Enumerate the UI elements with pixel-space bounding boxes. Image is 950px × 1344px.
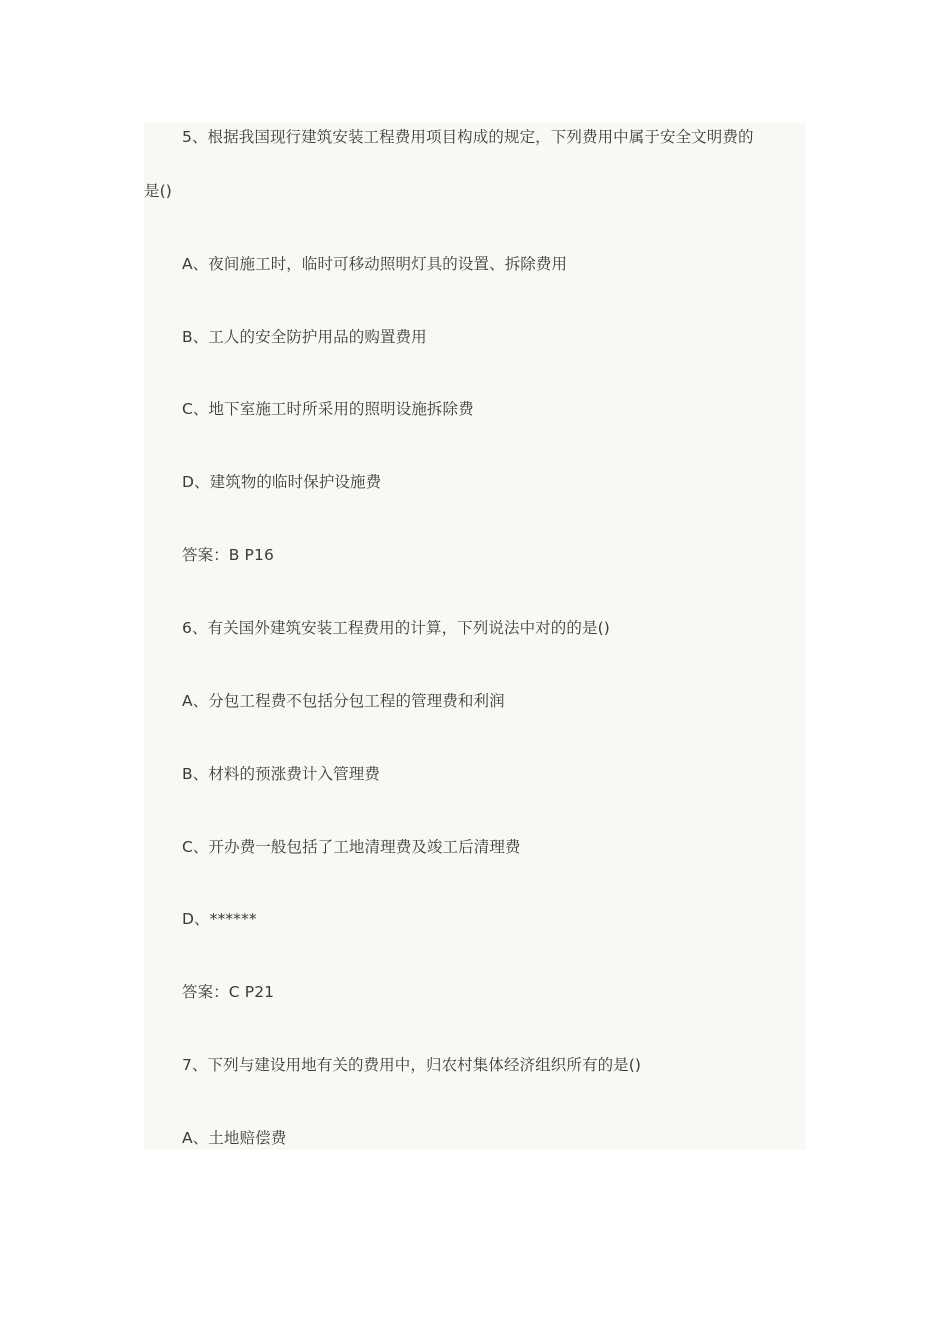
- question-5-option-b: B、工人的安全防护用品的购置费用: [182, 328, 427, 346]
- question-5-text-continued: 是(): [144, 182, 172, 200]
- question-6-text: 6、有关国外建筑安装工程费用的计算，下列说法中对的的是(): [182, 619, 610, 637]
- question-6-option-c: C、开办费一般包括了工地清理费及竣工后清理费: [182, 838, 521, 856]
- question-6-option-b: B、材料的预涨费计入管理费: [182, 765, 380, 783]
- question-6-answer: 答案：C P21: [182, 983, 275, 1001]
- question-7-option-a: A、土地赔偿费: [182, 1129, 287, 1147]
- question-7-text: 7、下列与建设用地有关的费用中，归农村集体经济组织所有的是(): [182, 1056, 642, 1074]
- question-5-option-c: C、地下室施工时所采用的照明设施拆除费: [182, 400, 474, 418]
- question-5-text: 5、根据我国现行建筑安装工程费用项目构成的规定，下列费用中属于安全文明费的: [182, 128, 754, 146]
- question-6-option-d: D、******: [182, 910, 257, 928]
- question-5-answer: 答案：B P16: [182, 546, 274, 564]
- question-5-option-d: D、建筑物的临时保护设施费: [182, 473, 382, 491]
- question-6-option-a: A、分包工程费不包括分包工程的管理费和利润: [182, 692, 505, 710]
- question-5-option-a: A、夜间施工时，临时可移动照明灯具的设置、拆除费用: [182, 255, 568, 273]
